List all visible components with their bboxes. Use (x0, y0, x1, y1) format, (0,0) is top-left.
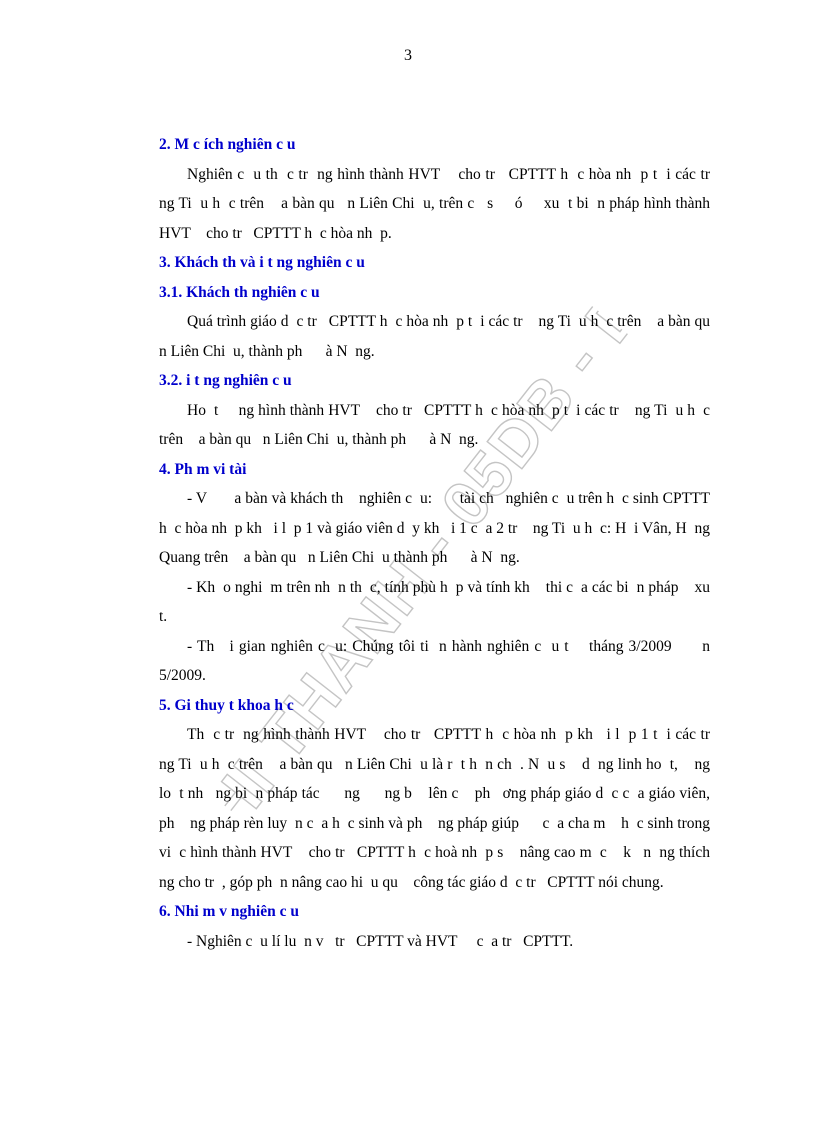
section-heading-tasks: 6. Nhi m v nghiên c u (159, 903, 299, 920)
page-number: 3 (404, 47, 412, 64)
paragraph-scope-area: - V a bàn và khách th nghiên c u: tài ch nghiên c u trên h c sinh CPTTT h c hòa nh p kh i l p 1 và giáo viên d y kh i 1 c a 2 tr ng Ti u h c: H i Vân, H ng Quang trên a bàn qu n Liên Chi u thành ph à N ng. (159, 490, 714, 566)
section-heading-hypothesis: 5. Gi thuy t khoa h c (159, 696, 294, 714)
section-heading-object-subject: 3. Khách th và i t ng nghiên c u (159, 254, 365, 271)
watermark-label: THI THANH - 05DB - (193, 326, 617, 837)
subsection-heading-subject: 3.2. i t ng nghiên c u (159, 372, 292, 389)
paragraph-scope-time: - Th i gian nghiên c u: Chúng tôi ti n hành nghiên c u t tháng 3/2009 n 5/2009. (159, 637, 714, 684)
section-heading-purpose: 2. M c ích nghiên c u (159, 136, 296, 153)
section-heading-scope: 4. Ph m vi tài (159, 460, 247, 478)
paragraph-hypothesis: Th c tr ng hình thành HVT cho tr CPTTT h c hòa nh p kh i l p 1 t i các tr ng Ti u h c trên a bàn qu n Liên Chi u là r t h n ch . N u s d ng linh ho t, ng lo t nh ng bi n pháp tác ng ng b lên c ph ơng pháp giáo d c c a giáo viên, ph ng pháp rèn luy n c a h c sinh và ph ng pháp giúp c a cha m h c sinh trong vi c hình thành HVT cho tr CPTTT h c hoà nh p s nâng cao m c k n ng thích ng cho tr , góp ph n nâng cao hi u qu công tác giáo d c tr CPTTT nói chung. (159, 726, 726, 891)
paragraph-purpose: Nghiên c u th c tr ng hình thành HVT cho tr CPTTT h c hòa nh p t i các tr ng Ti u h c trên a bàn qu n Liên Chi u, trên c s ó xu t bi n pháp hình thành HVT cho tr CPTTT h c hòa nh p. (159, 165, 726, 242)
subsection-heading-object: 3.1. Khách th nghiên c u (159, 283, 320, 301)
document-body (159, 130, 726, 956)
paragraph-subject: Ho t ng hình thành HVT cho tr CPTTT h c hòa nh p t i các tr ng Ti u h c trên a bàn qu n Liên Chi u, thành ph à N ng. (159, 401, 714, 448)
paragraph-task-1: - Nghiên c u lí lu n v tr CPTTT và HVT c a tr CPTTT. (187, 932, 574, 950)
paragraph-object: Quá trình giáo d c tr CPTTT h c hòa nh p t i các tr ng Ti u h c trên a bàn qu n Liên Chi u, thành ph à N ng. (159, 313, 722, 360)
paragraph-scope-survey: - Kh o nghi m trên nh n th c, tính phù h p và tính kh thi c a các bi n pháp xu t. (159, 578, 718, 625)
